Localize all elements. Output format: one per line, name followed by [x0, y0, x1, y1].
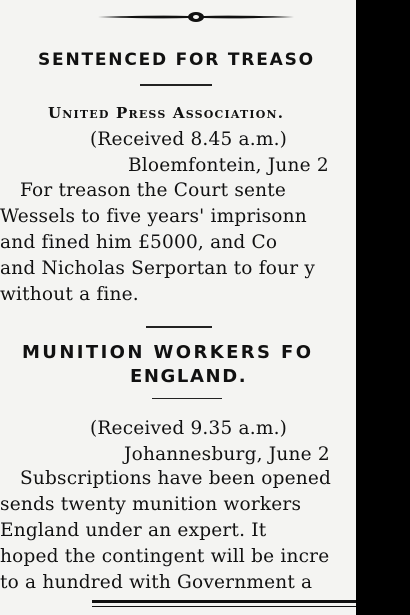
agency-credit: United Press Association. [48, 104, 285, 122]
bottom-rule-thick [92, 600, 356, 603]
received-time: (Received 9.35 a.m.) [90, 418, 288, 439]
body-text-line: Wessels to five years' imprisonn [0, 206, 307, 227]
divider-rule [152, 398, 222, 399]
headline-munition-line2: ENGLAND. [130, 366, 248, 387]
scan-black-margin [356, 0, 410, 615]
divider-rule [140, 84, 212, 86]
ornamental-rule [96, 10, 296, 24]
body-text-line: without a fine. [0, 284, 139, 305]
body-text-line: to a hundred with Government a [0, 572, 313, 593]
body-text-line: sends twenty munition workers [0, 494, 302, 515]
headline-treason: SENTENCED FOR TREASO [38, 50, 315, 70]
divider-rule [146, 326, 212, 328]
dateline: Bloemfontein, June 2 [128, 155, 329, 176]
body-text-line: hoped the contingent will be incre [0, 546, 330, 567]
dateline: Johannesburg, June 2 [124, 444, 330, 465]
body-text-line: and fined him £5000, and Co [0, 232, 278, 253]
bottom-rule-thin [92, 606, 356, 607]
body-text-line: England under an expert. It [0, 520, 267, 541]
body-text-line: and Nicholas Serportan to four y [0, 258, 315, 279]
received-time: (Received 8.45 a.m.) [90, 129, 288, 150]
body-text-line: For treason the Court sente [20, 180, 287, 201]
headline-munition: MUNITION WORKERS FO [22, 342, 314, 363]
body-text-line: Subscriptions have been opened [20, 468, 332, 489]
